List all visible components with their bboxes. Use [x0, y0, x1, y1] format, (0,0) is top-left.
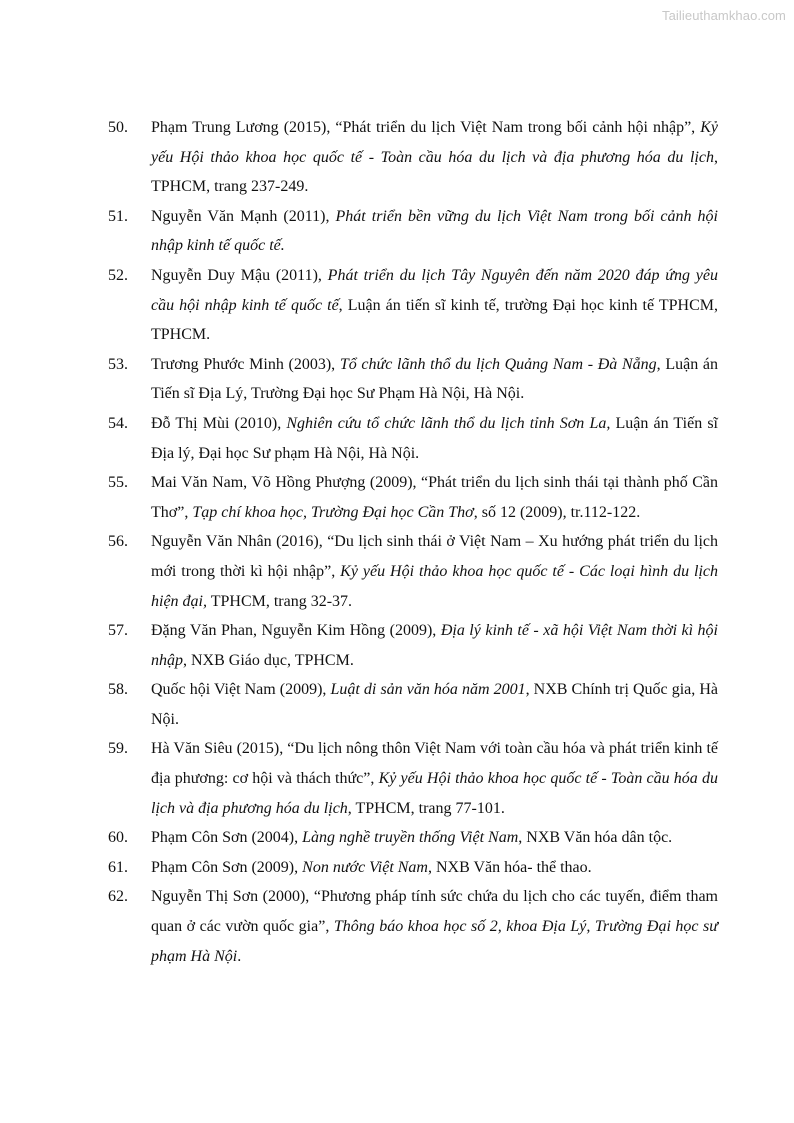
reference-segment: Hà Văn Siêu (2015), “Du lịch nông thôn Việt Nam với toàn cầu hóa và phát triển kinh tế địa phương: cơ hội và thách thức”,: [151, 740, 718, 788]
reference-segment: Nguyễn Văn Mạnh (2011),: [151, 207, 336, 225]
reference-text: [151, 622, 718, 669]
reference-segment: , NXB Văn hóa- thể thao.: [427, 858, 592, 876]
reference-segment: , số 12 (2009), tr.112-122.: [473, 503, 641, 521]
reference-number: 52.: [108, 266, 128, 284]
reference-number: 54.: [108, 414, 128, 432]
reference-item: [108, 261, 718, 350]
reference-number: 60.: [108, 829, 128, 847]
reference-segment: Phạm Côn Sơn (2009),: [151, 858, 303, 876]
reference-number: 55.: [108, 474, 128, 492]
reference-number: 58.: [108, 681, 128, 699]
reference-segment: Luận án Tiến sĩ Địa lý, Đại học Sư phạm Hà Nội, Hà Nội.: [151, 414, 718, 462]
reference-title: Kỷ yếu Hội thảo khoa học quốc tế - Toàn cầu hóa du lịch và địa phương hóa du lịch: [151, 119, 718, 166]
reference-segment: Trương Phước Minh (2003),: [151, 355, 340, 373]
reference-segment: Phạm Trung Lương (2015), “Phát triển du lịch Việt Nam trong bối cảnh hội nhập”,: [151, 119, 701, 136]
reference-text: [151, 119, 718, 195]
reference-title: Tổ chức lãnh thổ du lịch Quảng Nam - Đà Nẵng: [339, 355, 657, 373]
reference-text: [151, 829, 672, 846]
reference-segment: , TPHCM, trang 237-249.: [151, 148, 718, 196]
reference-title: Thông báo khoa học số 2, khoa Địa Lý, Trường Đại học sư phạm Hà Nội: [151, 918, 719, 965]
reference-segment: Phạm Côn Sơn (2004),: [151, 829, 303, 847]
reference-segment: , Luận án Tiến sĩ Địa Lý, Trường Đại học Sư Phạm Hà Nội, Hà Nội.: [151, 355, 719, 403]
reference-segment: TPHCM, trang 32-37.: [207, 592, 353, 610]
reference-title: Địa lý kinh tế - xã hội Việt Nam thời kì hội nhập: [151, 622, 718, 669]
reference-item: [108, 350, 718, 409]
watermark: Tailieuthamkhao.com: [661, 8, 786, 23]
reference-number: 57.: [108, 622, 128, 640]
reference-text: [151, 888, 718, 964]
reference-title: Tạp chí khoa học, Trường Đại học Cần Thơ: [192, 503, 474, 521]
reference-segment: Nguyễn Duy Mậu (2011),: [151, 266, 328, 284]
reference-text: [151, 356, 718, 403]
reference-number: 50.: [108, 119, 128, 136]
reference-title: Luật di sản văn hóa năm 2001: [330, 681, 526, 699]
reference-segment: , NXB Chính trị Quốc gia, Hà Nội.: [151, 681, 719, 728]
reference-list: [108, 113, 718, 971]
reference-segment: .: [237, 947, 242, 965]
reference-number: 53.: [108, 355, 128, 373]
reference-segment: , NXB Giáo dục, TPHCM.: [183, 651, 354, 669]
reference-title: Phát triển du lịch Tây Nguyên đến năm 2020 đáp ứng yêu cầu hội nhập kinh tế quốc tế: [151, 266, 718, 314]
reference-text: [151, 415, 718, 462]
reference-text: [151, 267, 718, 343]
reference-segment: , NXB Văn hóa dân tộc.: [518, 829, 673, 847]
reference-segment: Nguyễn Thị Sơn (2000), “Phương pháp tính sức chứa du lịch cho các tuyến, điểm tham quan ở các vườn quốc gia”,: [151, 888, 718, 936]
reference-number: 61.: [108, 858, 128, 876]
reference-text: [151, 740, 718, 816]
reference-item: [108, 675, 718, 734]
reference-number: 56.: [108, 533, 128, 551]
reference-title: Làng nghề truyền thống Việt Nam: [302, 829, 519, 847]
reference-item: [108, 202, 718, 261]
reference-item: [108, 527, 718, 616]
reference-text: [151, 474, 718, 521]
reference-title: Phát triển bền vững du lịch Việt Nam trong bối cảnh hội nhập kinh tế quốc tế.: [151, 207, 719, 255]
reference-segment: Quốc hội Việt Nam (2009),: [151, 681, 331, 699]
reference-text: [151, 533, 718, 609]
reference-item: [108, 853, 718, 883]
reference-item: [108, 468, 718, 527]
reference-title: Nghiên cứu tổ chức lãnh thổ du lịch tỉnh Sơn La,: [286, 414, 611, 432]
reference-text: [151, 208, 718, 255]
reference-segment: Nguyễn Văn Nhân (2016), “Du lịch sinh thái ở Việt Nam – Xu hướng phát triển du lịch mới trong thời kì hội nhập”,: [151, 533, 718, 580]
reference-text: [151, 859, 592, 876]
reference-title: Kỷ yếu Hội thảo khoa học quốc tế - Các loại hình du lịch hiện đại,: [151, 562, 718, 610]
reference-number: 62.: [108, 888, 128, 906]
reference-title: Kỷ yếu Hội thảo khoa học quốc tế - Toàn cầu hóa du lịch và địa phương hóa du lịch: [151, 770, 719, 817]
reference-number: 59.: [108, 740, 128, 758]
reference-number: 51.: [108, 207, 128, 225]
reference-segment: Đặng Văn Phan, Nguyễn Kim Hồng (2009),: [151, 622, 441, 640]
reference-item: [108, 882, 718, 971]
reference-title: Non nước Việt Nam: [302, 858, 428, 876]
reference-item: [108, 734, 718, 823]
reference-item: [108, 616, 718, 675]
reference-segment: , TPHCM, trang 77-101.: [347, 799, 505, 817]
reference-item: [108, 409, 718, 468]
reference-item: [108, 823, 718, 853]
reference-text: [151, 681, 718, 728]
reference-segment: Đỗ Thị Mùi (2010),: [151, 414, 287, 432]
reference-segment: Mai Văn Nam, Võ Hồng Phượng (2009), “Phát triển du lịch sinh thái tại thành phố Cần Thơ”,: [151, 474, 718, 521]
reference-segment: , Luận án tiến sĩ kinh tế, trường Đại học kinh tế TPHCM, TPHCM.: [151, 296, 718, 344]
reference-item: [108, 113, 718, 202]
